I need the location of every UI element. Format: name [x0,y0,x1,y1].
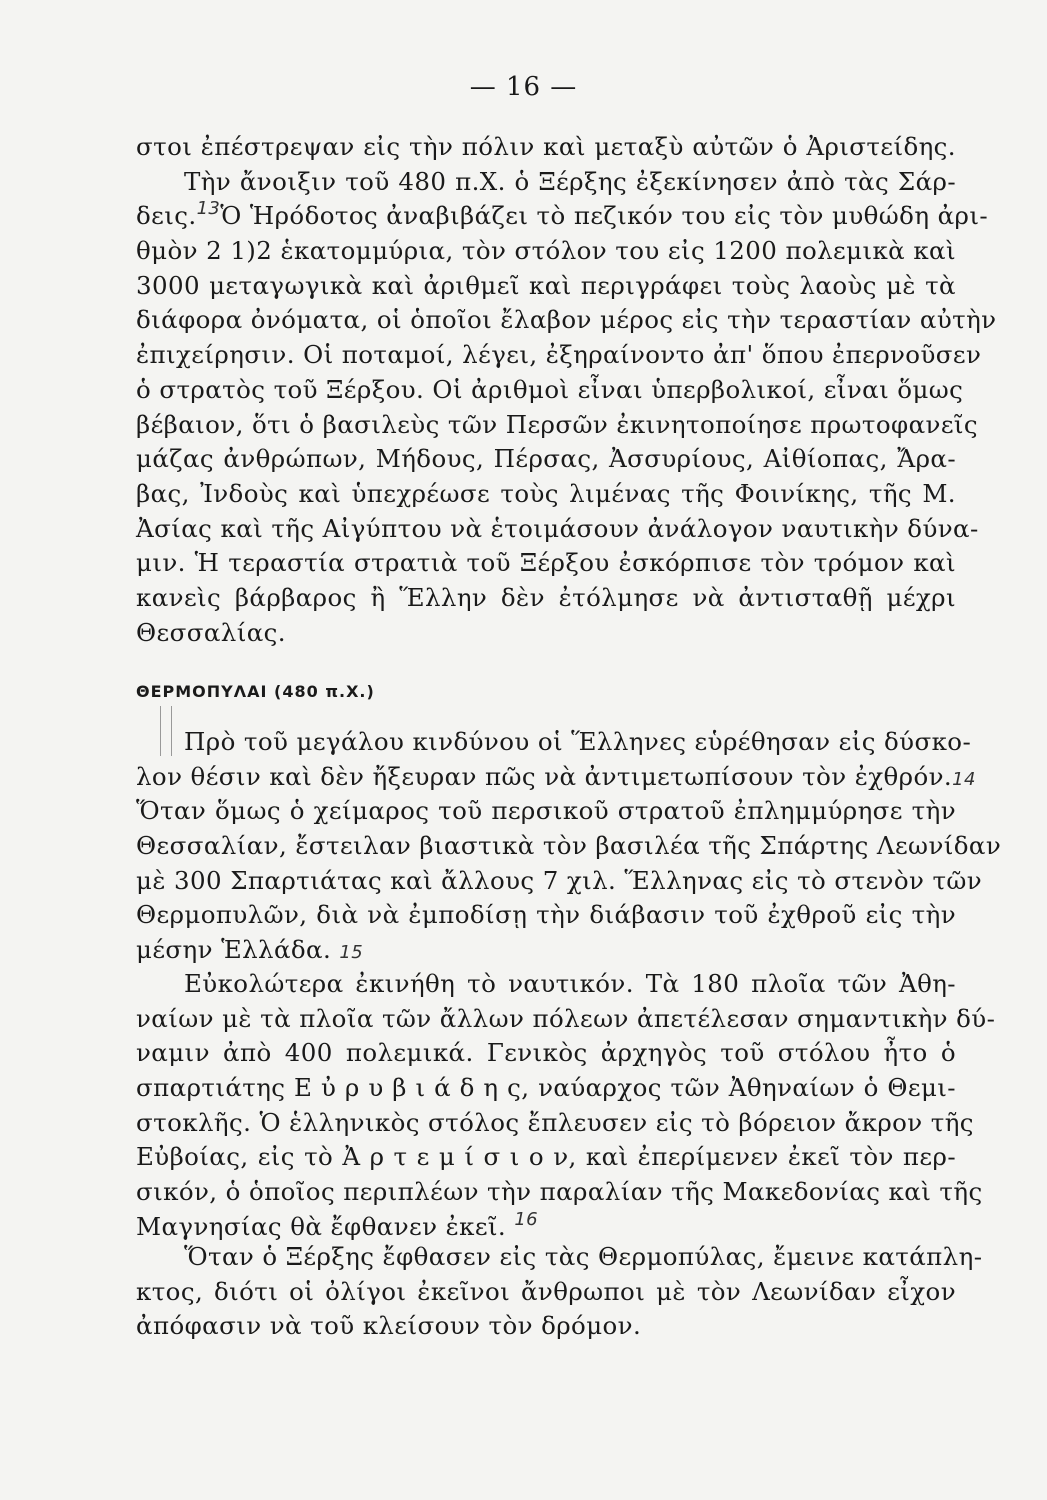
text-line: βας, Ἰνδοὺς καὶ ὑπεχρέωσε τοὺς λιμένας τῆς Φοινίκης, τῆς Μ. [136,478,956,508]
footnote-mark-15: 15 [339,942,364,964]
text-line: 3000 μεταγωγικὰ καὶ ἀριθμεῖ καὶ περιγράφει τοὺς λαοὺς μὲ τὰ [136,270,956,300]
text-line: στοκλῆς. Ὁ ἑλληνικὸς στόλος ἔπλευσεν εἰς τὸ βόρειον ἄκρον τῆς [136,1107,974,1137]
paragraph-2 [136,725,1002,968]
text-line: Θεσσαλίας. [136,617,286,647]
text-line: ὁ στρατὸς τοῦ Ξέρξου. Οἱ ἀριθμοὶ εἶναι ὑπερβολικοί, εἶναι ὅμως [136,374,964,404]
text-line: ἐπιχείρησιν. Οἱ ποταμοί, λέγει, ἐξηραίνοντο ἀπ' ὅπου ἐπερνοῦσεν [136,340,982,370]
text-line: Πρὸ τοῦ μεγάλου κινδύνου οἱ Ἕλληνες εὑρέθησαν εἰς δύσκο- [184,727,972,756]
text-fragment: δεις. [136,201,197,231]
text-line: σπαρτιάτης Ε ὐ ρ υ β ι ά δ η ς, ναύαρχος τῶν Ἀθηναίων ὁ Θεμι- [136,1073,956,1103]
text-line: βέβαιον, ὅτι ὁ βασιλεὺς τῶν Περσῶν ἐκινητοποίησε πρωτοφανεῖς [136,409,979,439]
text-line: ἀπόφασιν νὰ τοῦ κλείσουν τὸν δρόμον. [136,1311,642,1341]
text-line: Ὅταν ὅμως ὁ χείμαρος τοῦ περσικοῦ στρατοῦ ἐπλημμύρησε τὴν [136,796,956,826]
text-line: Θεσσαλίαν, ἔστειλαν βιαστικὰ τὸν βασιλέα τῆς Σπάρτης Λεωνίδαν [136,831,1002,861]
text-line: ναίων μὲ τὰ πλοῖα τῶν ἄλλων πόλεων ἀπετέλεσαν σημαντικὴν δύ- [136,1003,996,1033]
text-fragment: μέσην Ἑλλάδα. [136,935,332,965]
text-line: θμὸν 2 1)2 ἑκατομμύρια, τὸν στόλον του εἰς 1200 πολεμικὰ καὶ [136,236,956,266]
section-heading: ΘΕΡΜΟΠΥΛΑΙ (480 π.Χ.) [136,682,375,701]
text-line [136,933,956,968]
page-number: — 16 — [469,72,578,102]
text-line: Θερμοπυλῶν, διὰ νὰ ἐμποδίσῃ τὴν διάβασιν τοῦ ἐχθροῦ εἰς τὴν [136,900,956,930]
text-line: Εὐβοίας, εἰς τὸ Ἀ ρ τ ε μ ί σ ι ο ν, καὶ ἐπερίμενεν ἐκεῖ τὸν περ- [136,1142,956,1172]
text-line: ναμιν ἀπὸ 400 πολεμικά. Γενικὸς ἀρχηγὸς τοῦ στόλου ἦτο ὁ [136,1038,956,1068]
paragraph-1 [136,130,997,650]
text-line: Τὴν ἄνοιξιν τοῦ 480 π.Χ. ὁ Ξέρξης ἐξεκίνησεν ἀπὸ τὰς Σάρ- [184,166,956,196]
paragraph-3 [136,967,996,1245]
footnote-mark-14: 14 [952,768,976,790]
text-line: μάζας ἀνθρώπων, Μήδους, Πέρσας, Ἀσσυρίους, Αἰθίοπας, Ἄρα- [136,444,956,474]
text-line: μὲ 300 Σπαρτιάτας καὶ ἄλλους 7 χιλ. Ἕλληνας εἰς τὸ στενὸν τῶν [136,865,983,895]
text-line: κανεὶς βάρβαρος ἢ Ἕλλην δὲν ἐτόλμησε νὰ ἀντισταθῇ μέχρι [136,582,956,612]
text-line [136,198,989,234]
footnote-mark-16: 16 [514,1208,539,1230]
text-line: Ὅταν ὁ Ξέρξης ἔφθασεν εἰς τὰς Θερμοπύλας, ἔμεινε κατάπλη- [184,1242,983,1271]
text-line: σικόν, ὁ ὁποῖος περιπλέων τὴν παραλίαν τῆς Μακεδονίας καὶ τῆς [136,1177,983,1207]
footnote-mark-13: 13 [196,198,221,220]
text-line: κτος, διότι οἱ ὀλίγοι ἐκεῖνοι ἄνθρωποι μὲ τὸν Λεωνίδαν εἶχον [136,1276,956,1306]
text-line: Εὐκολώτερα ἐκινήθη τὸ ναυτικόν. Τὰ 180 πλοῖα τῶν Ἀθη- [184,969,956,998]
text-fragment: Μαγνησίας θὰ ἔφθανεν ἐκεῖ. [136,1211,507,1241]
text-line: διάφορα ὀνόματα, οἱ ὁποῖοι ἔλαβον μέρος εἰς τὴν τεραστίαν αὐτὴν [136,305,997,335]
text-fragment: Ὁ Ἡρόδοτος ἀναβιβάζει τὸ πεζικόν του εἰς τὸν μυθώδη ἀρι- [220,201,989,231]
text-line [136,760,976,795]
text-line: μιν. Ἡ τεραστία στρατιὰ τοῦ Ξέρξου ἐσκόρπισε τὸν τρόμον καὶ [136,548,956,578]
paragraph-4 [136,1240,983,1344]
text-line: Ἀσίας καὶ τῆς Αἰγύπτου νὰ ἑτοιμάσουν ἀνάλογον ναυτικὴν δύνα- [136,513,979,543]
text-line: στοι ἐπέστρεψαν εἰς τὴν πόλιν καὶ μεταξὺ αὐτῶν ὁ Ἀριστείδης. [136,132,956,161]
text-fragment: λον θέσιν καὶ δὲν ἤξευραν πῶς νὰ ἀντιμετωπίσουν τὸν ἐχθρόν. [136,761,953,791]
